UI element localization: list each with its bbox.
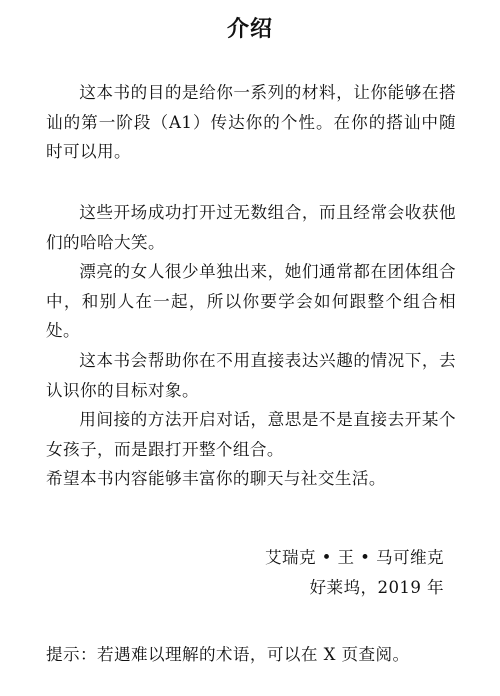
signature-author: 艾瑞克 • 王 • 马可维克: [264, 548, 444, 567]
paragraph-groups: 漂亮的女人很少单独出来，她们通常都在团体组合中，和别人在一起，所以你要学会如何跟整个组合相处。: [46, 262, 456, 340]
paragraph-target: 这本书会帮助你在不用直接表达兴趣的情况下，去认识你的目标对象。: [46, 351, 456, 400]
page-title: 介绍: [226, 17, 273, 42]
signature-place-date: 好莱坞，2019 年: [309, 578, 444, 597]
paragraph-hope: 希望本书内容能够丰富你的聊天与社交生活。: [46, 469, 386, 488]
paragraph-purpose: 这本书的目的是给你一系列的材料，让你能够在搭讪的第一阶段（A1）传达你的个性。在你的搭讪中随时可以用。: [46, 83, 456, 161]
paragraph-indirect: 用间接的方法开启对话，意思是不是直接去开某个女孩子，而是跟打开整个组合。: [46, 410, 456, 459]
terminology-note: 提示：若遇难以理解的术语，可以在 X 页查阅。: [46, 645, 410, 664]
paragraph-openers: 这些开场成功打开过无数组合，而且经常会收获他们的哈哈大笑。: [46, 203, 456, 252]
